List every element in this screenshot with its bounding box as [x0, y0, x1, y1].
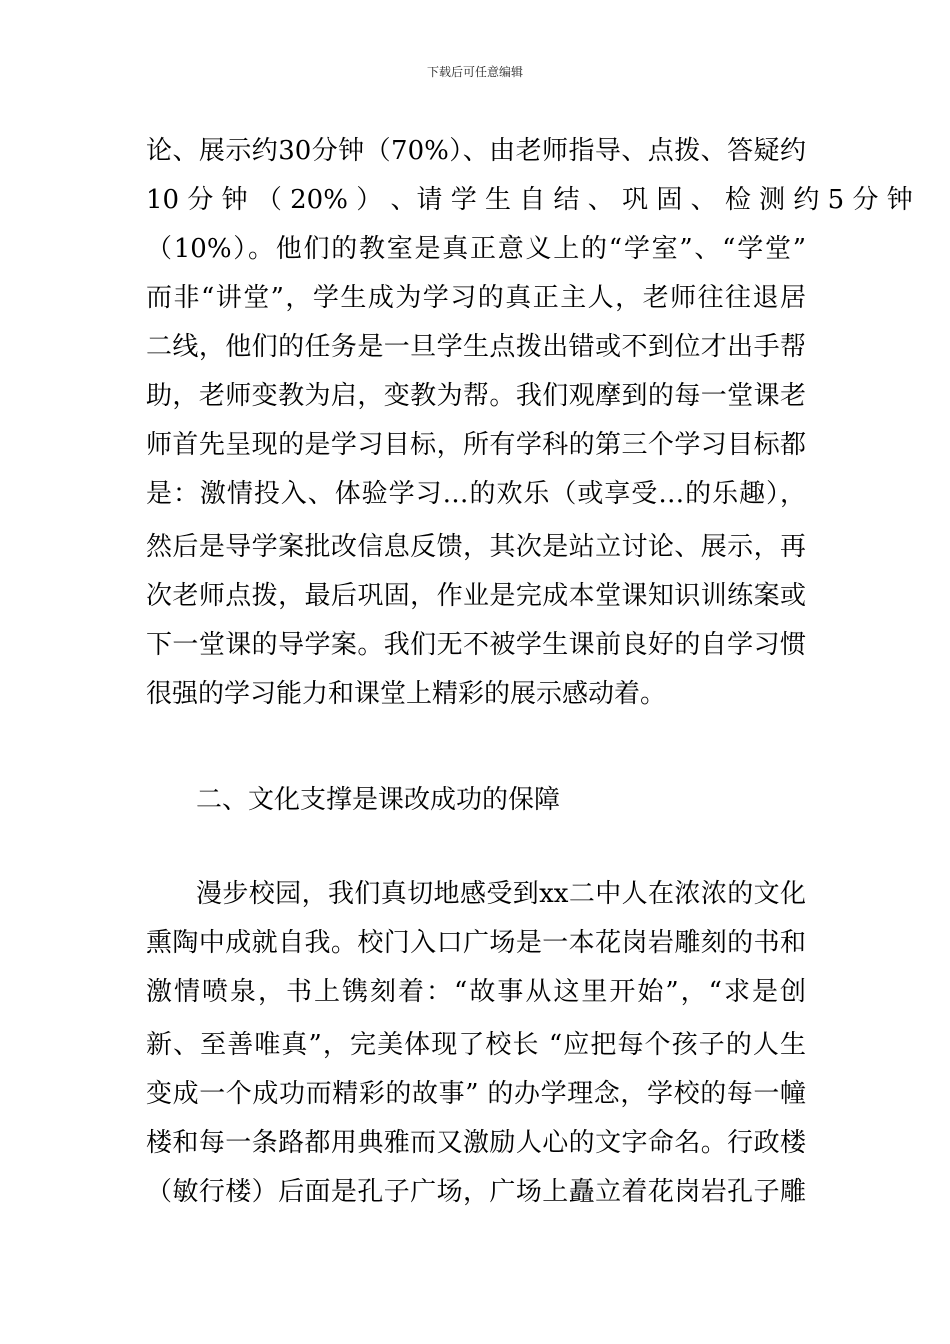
- text-line: 激情喷泉，书上镌刻着：“故事从这里开始”，“求是创: [146, 977, 806, 1007]
- text-line: 很强的学习能力和课堂上精彩的展示感动着。: [146, 679, 667, 709]
- text-line: 然后是导学案批改信息反馈，其次是站立讨论、展示，再: [146, 532, 806, 562]
- text-line: 论、展示约30分钟（70%）、由老师指导、点拨、答疑约: [146, 136, 806, 166]
- section-heading: 二、文化支撑是课改成功的保障: [196, 785, 561, 815]
- text-line: 漫步校园，我们真切地感受到xx二中人在浓浓的文化: [196, 879, 806, 909]
- text-line: 熏陶中成就自我。校门入口广场是一本花岗岩雕刻的书和: [146, 928, 806, 958]
- text-line: 师首先呈现的是学习目标，所有学科的第三个学习目标都: [146, 430, 806, 460]
- text-line: 次老师点拨，最后巩固，作业是完成本堂课知识训练案或: [146, 581, 806, 611]
- text-line: 而非“讲堂”，学生成为学习的真正主人，老师往往退居: [146, 283, 806, 313]
- text-line: 是：激情投入、体验学习…的欢乐（或享受…的乐趣），: [146, 479, 806, 509]
- text-line: 变成一个成功而精彩的故事” 的办学理念，学校的每一幢: [146, 1079, 806, 1109]
- text-line: 二线，他们的任务是一旦学生点拨出错或不到位才出手帮: [146, 332, 806, 362]
- text-line: 10 分 钟 （ 20% ） 、请 学 生 自 结 、 巩 固 、 检 测 约 5 分 钟: [146, 185, 913, 215]
- text-line: （敏行楼）后面是孔子广场，广场上矗立着花岗岩孔子雕: [146, 1177, 806, 1207]
- text-line: 助，老师变教为启，变教为帮。我们观摩到的每一堂课老: [146, 381, 806, 411]
- text-line: 下一堂课的导学案。我们无不被学生课前良好的自学习惯: [146, 630, 806, 660]
- text-line: （10%）。他们的教室是真正意义上的“学室”、“学堂”: [146, 234, 806, 264]
- text-line: 楼和每一条路都用典雅而又激励人心的文字命名。行政楼: [146, 1128, 806, 1158]
- text-line: 新、至善唯真”，完美体现了校长 “应把每个孩子的人生: [146, 1030, 806, 1060]
- page-header: 下载后可任意编辑: [426, 65, 523, 79]
